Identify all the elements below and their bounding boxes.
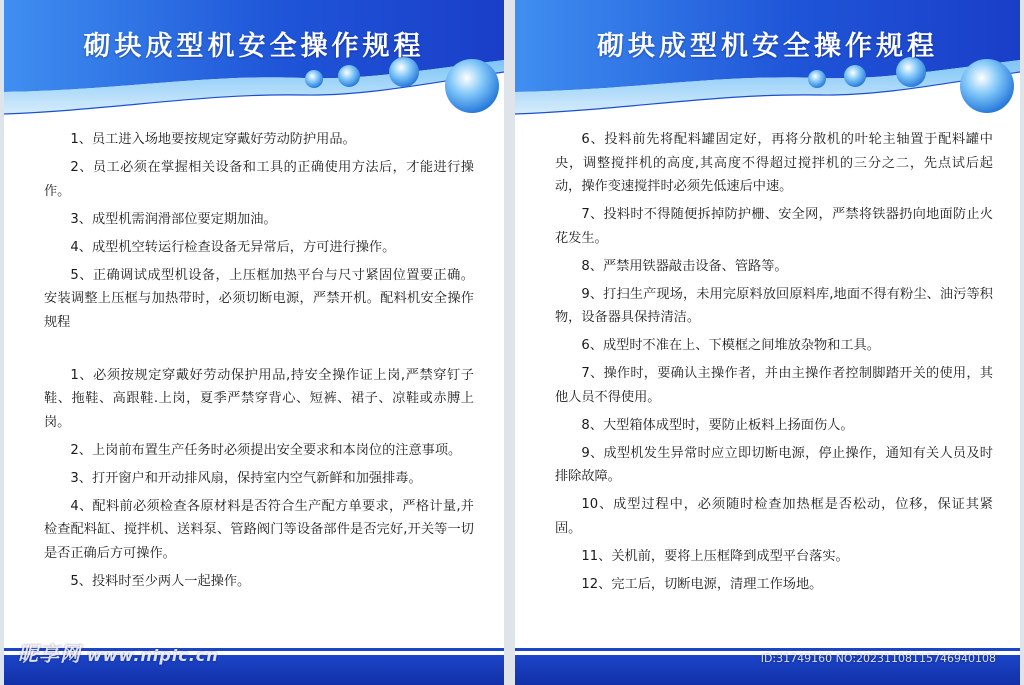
page-title: 砌块成型机安全操作规程 <box>597 31 938 62</box>
bubble-icon <box>338 65 360 87</box>
rule-paragraph: 11、关机前，要将上压框降到成型平台落实。 <box>581 548 849 564</box>
rules-text-right <box>555 128 993 601</box>
rule-paragraph: 3、打开窗户和开动排风扇，保持室内空气新鲜和加强排毒。 <box>70 470 422 486</box>
document-panel-right <box>515 0 1020 685</box>
bubble-icon <box>844 65 866 87</box>
rule-paragraph: 8、大型箱体成型时，要防止板料上扬面伤人。 <box>581 417 854 433</box>
rule-paragraph: 4、配料前必须检查各原材料是否符合生产配方单要求，严格计量,并检查配料缸、搅拌机、送料泵、管路阀门等设备部件是否完好,开关等一切是否正确后方可操作。 <box>44 498 474 561</box>
bubble-icon <box>445 59 499 113</box>
footer-divider <box>515 648 1020 651</box>
rule-paragraph: 2、上岗前布置生产任务时必须提出安全要求和本岗位的注意事项。 <box>70 442 462 458</box>
rules-text-left <box>44 128 474 598</box>
rule-paragraph: 10、成型过程中，必须随时检查加热框是否松动，位移，保证其紧固。 <box>555 497 993 536</box>
rule-paragraph: 7、投料时不得随便拆掉防护栅、安全网，严禁将铁器扔向地面防止火花发生。 <box>555 207 993 246</box>
watermark-logo <box>18 638 219 667</box>
watermark-site: www.nipic.cn <box>87 646 219 665</box>
bubble-icon <box>808 70 826 88</box>
document-panel-left <box>4 0 504 685</box>
rule-paragraph: 2、员工必须在掌握相关设备和工具的正确使用方法后，才能进行操作。 <box>44 160 474 199</box>
rule-paragraph: 9、打扫生产现场，未用完原料放回原料库,地面不得有粉尘、油污等积物，设备器具保持清洁。 <box>555 286 993 325</box>
bubble-icon <box>305 70 323 88</box>
section-gap <box>44 339 474 364</box>
rule-paragraph: 8、严禁用铁器敲击设备、管路等。 <box>581 258 788 274</box>
rule-paragraph: 12、完工后，切断电源，清理工作场地。 <box>581 576 823 592</box>
rule-paragraph: 6、投料前先将配料罐固定好，再将分散机的叶轮主轴置于配料罐中央，调整搅拌机的高度,其高度不得超过搅拌机的三分之二，先点试后起动，操作变速搅拌时必须先低速后中速。 <box>555 132 993 194</box>
rule-paragraph: 4、成型机空转运行检查设备无异常后，方可进行操作。 <box>70 239 396 255</box>
rule-paragraph: 6、成型时不准在上、下模框之间堆放杂物和工具。 <box>581 338 880 353</box>
rule-paragraph: 5、投料时至少两人一起操作。 <box>70 573 251 589</box>
page-title: 砌块成型机安全操作规程 <box>83 31 425 62</box>
rule-paragraph: 9、成型机发生异常时应立即切断电源，停止操作，通知有关人员及时排除故障。 <box>555 445 993 484</box>
rule-paragraph: 7、操作时，要确认主操作者，并由主操作者控制脚踏开关的使用，其他人员不得使用。 <box>555 366 993 405</box>
watermark-id: ID:31749160 NO:20231108115746940108 <box>760 652 996 665</box>
rule-paragraph: 5、正确调试成型机设备，上压框加热平台与尺寸紧固位置要正确。安装调整上压框与加热带时，必须切断电源，严禁开机。配料机安全操作规程 <box>44 267 474 330</box>
watermark-logo-text: 昵享网 <box>18 642 81 666</box>
rule-paragraph: 1、必须按规定穿戴好劳动保护用品,持安全操作证上岗,严禁穿钉子鞋、拖鞋、高跟鞋.上岗，夏季严禁穿背心、短裤、裙子、凉鞋或赤膊上岗。 <box>44 367 474 430</box>
bubble-icon <box>960 59 1014 113</box>
rule-paragraph: 3、成型机需润滑部位要定期加油。 <box>70 211 277 227</box>
rule-paragraph: 1、员工进入场地要按规定穿戴好劳动防护用品。 <box>70 132 356 147</box>
